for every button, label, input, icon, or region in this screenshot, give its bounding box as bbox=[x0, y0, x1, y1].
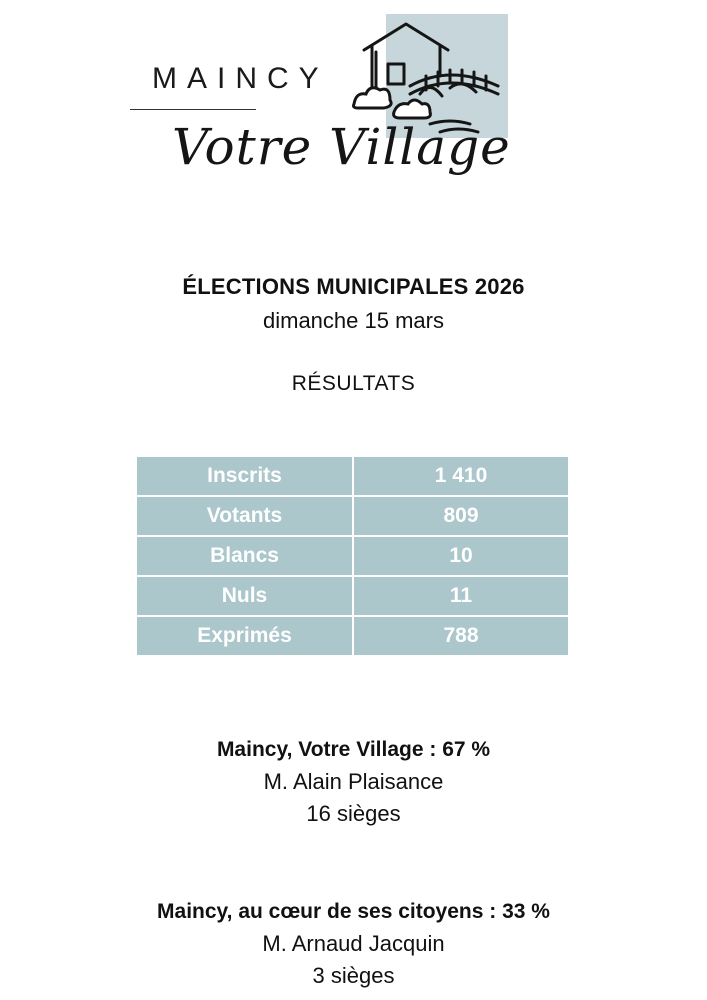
stat-label: Nuls bbox=[137, 576, 353, 616]
stat-value: 10 bbox=[353, 536, 568, 576]
stat-label: Blancs bbox=[137, 536, 353, 576]
results-table bbox=[137, 457, 568, 655]
election-title: ÉLECTIONS MUNICIPALES 2026 bbox=[182, 274, 525, 299]
list-percent: 67 % bbox=[442, 738, 491, 761]
table-row bbox=[137, 536, 568, 576]
table-row bbox=[137, 616, 568, 655]
table-row bbox=[137, 457, 568, 496]
list-heading bbox=[0, 734, 707, 766]
stat-value: 1 410 bbox=[353, 457, 568, 496]
stat-value: 809 bbox=[353, 496, 568, 536]
logo bbox=[0, 0, 707, 230]
table-row bbox=[137, 496, 568, 536]
list-seats: 16 sièges bbox=[306, 801, 401, 826]
list-name: Maincy, Votre Village : bbox=[216, 738, 437, 761]
stat-label: Inscrits bbox=[137, 457, 353, 496]
stat-value: 11 bbox=[353, 576, 568, 616]
results-heading: RÉSULTATS bbox=[291, 372, 416, 395]
list-name: Maincy, au cœur de ses citoyens : bbox=[157, 900, 497, 923]
list-result-2 bbox=[0, 896, 707, 992]
stat-label: Exprimés bbox=[137, 616, 353, 655]
list-seats: 3 sièges bbox=[312, 963, 395, 988]
list-percent: 33 % bbox=[502, 900, 550, 923]
stat-value: 788 bbox=[353, 616, 568, 655]
list-leader: M. Arnaud Jacquin bbox=[262, 931, 445, 956]
brand-town-name: MAINCY bbox=[152, 62, 329, 95]
brand-divider bbox=[130, 109, 256, 110]
election-date: dimanche 15 mars bbox=[263, 308, 444, 333]
list-leader: M. Alain Plaisance bbox=[263, 769, 444, 794]
stat-label: Votants bbox=[137, 496, 353, 536]
list-result-1 bbox=[0, 734, 707, 830]
list-heading bbox=[0, 896, 707, 928]
brand-script-text: Votre Village bbox=[172, 118, 511, 176]
table-row bbox=[137, 576, 568, 616]
